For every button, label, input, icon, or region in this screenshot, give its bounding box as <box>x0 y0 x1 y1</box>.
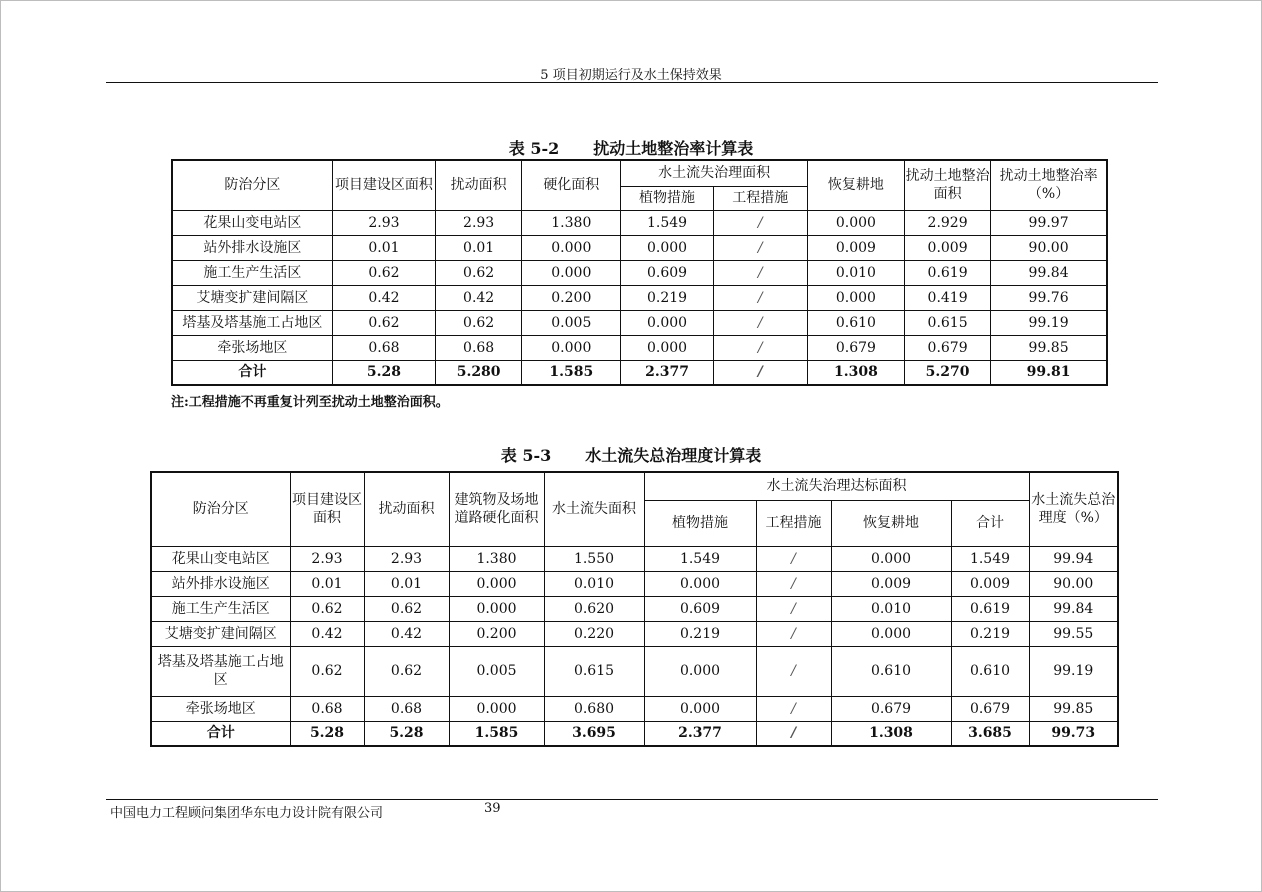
value-cell: / <box>756 571 831 596</box>
table1-caption <box>0 136 1262 159</box>
zone-cell: 站外排水设施区 <box>151 571 290 596</box>
table-row <box>172 235 1107 260</box>
value-cell: 99.84 <box>1029 596 1118 621</box>
value-cell: 0.679 <box>831 696 951 721</box>
t1-header-project-area: 项目建设区面积 <box>332 160 435 210</box>
t2-header-up-to-std-group: 水土流失治理达标面积 <box>644 472 1029 500</box>
zone-cell: 牵张场地区 <box>151 696 290 721</box>
value-cell: / <box>713 335 807 360</box>
table-row <box>151 696 1118 721</box>
value-cell: 0.000 <box>449 696 544 721</box>
zone-cell: 施工生产生活区 <box>172 260 332 285</box>
t2-header-engineering: 工程措施 <box>756 500 831 546</box>
value-cell: 2.93 <box>436 210 522 235</box>
value-cell: 0.679 <box>951 696 1029 721</box>
value-cell: 0.615 <box>544 646 644 696</box>
value-cell: 3.685 <box>951 721 1029 746</box>
t1-header-plant: 植物措施 <box>621 186 713 210</box>
footer-company: 中国电力工程顾问集团华东电力设计院有限公司 <box>110 806 384 821</box>
value-cell: 0.679 <box>905 335 991 360</box>
value-cell: 0.42 <box>332 285 435 310</box>
value-cell: / <box>756 596 831 621</box>
t1-header-disturbed: 扰动面积 <box>436 160 522 210</box>
value-cell: 0.609 <box>644 596 756 621</box>
value-cell: 0.62 <box>364 596 449 621</box>
value-cell: 1.308 <box>831 721 951 746</box>
value-cell: 0.009 <box>807 235 904 260</box>
value-cell: 1.380 <box>522 210 621 235</box>
value-cell: 0.220 <box>544 621 644 646</box>
table-row <box>172 335 1107 360</box>
value-cell: 1.585 <box>449 721 544 746</box>
value-cell: / <box>713 210 807 235</box>
table-row <box>151 721 1118 746</box>
value-cell: 0.000 <box>831 621 951 646</box>
table-row <box>151 646 1118 696</box>
header-rule <box>106 82 1158 83</box>
value-cell: 0.610 <box>807 310 904 335</box>
value-cell: / <box>713 310 807 335</box>
value-cell: 99.19 <box>1029 646 1118 696</box>
value-cell: 1.549 <box>951 546 1029 571</box>
value-cell: 0.619 <box>951 596 1029 621</box>
value-cell: 2.929 <box>905 210 991 235</box>
table-row <box>172 285 1107 310</box>
value-cell: 0.620 <box>544 596 644 621</box>
table-row <box>151 546 1118 571</box>
table2-caption-number: 表 5-3 <box>500 446 552 465</box>
value-cell: 0.610 <box>831 646 951 696</box>
zone-cell: 花果山变电站区 <box>172 210 332 235</box>
value-cell: 90.00 <box>1029 571 1118 596</box>
value-cell: 2.377 <box>621 360 713 385</box>
zone-cell: 牵张场地区 <box>172 335 332 360</box>
value-cell: 1.585 <box>522 360 621 385</box>
zone-cell: 艾塘变扩建间隔区 <box>172 285 332 310</box>
t1-header-hardened: 硬化面积 <box>522 160 621 210</box>
value-cell: 0.009 <box>831 571 951 596</box>
value-cell: 99.55 <box>1029 621 1118 646</box>
value-cell: / <box>756 646 831 696</box>
value-cell: 0.62 <box>364 646 449 696</box>
value-cell: 0.000 <box>644 571 756 596</box>
value-cell: 0.010 <box>544 571 644 596</box>
value-cell: 0.610 <box>951 646 1029 696</box>
value-cell: 0.000 <box>621 335 713 360</box>
value-cell: 0.000 <box>807 210 904 235</box>
value-cell: 0.42 <box>436 285 522 310</box>
value-cell: 0.000 <box>621 310 713 335</box>
value-cell: 0.68 <box>290 696 364 721</box>
t2-header-erosion-area: 水土流失面积 <box>544 472 644 546</box>
table-row <box>172 210 1107 235</box>
value-cell: 0.68 <box>364 696 449 721</box>
value-cell: / <box>756 721 831 746</box>
value-cell: / <box>713 285 807 310</box>
value-cell: 0.01 <box>436 235 522 260</box>
value-cell: / <box>756 696 831 721</box>
value-cell: 0.200 <box>449 621 544 646</box>
footer-rule <box>106 799 1158 800</box>
value-cell: 99.19 <box>991 310 1107 335</box>
t1-header-zone: 防治分区 <box>172 160 332 210</box>
value-cell: 99.84 <box>991 260 1107 285</box>
value-cell: 0.42 <box>290 621 364 646</box>
zone-cell: 艾塘变扩建间隔区 <box>151 621 290 646</box>
t2-header-farmland: 恢复耕地 <box>831 500 951 546</box>
t1-header-erosion-group: 水土流失治理面积 <box>621 160 807 186</box>
value-cell: 3.695 <box>544 721 644 746</box>
value-cell: 99.94 <box>1029 546 1118 571</box>
value-cell: 2.93 <box>364 546 449 571</box>
table1-caption-number: 表 5-2 <box>508 139 560 158</box>
value-cell: / <box>713 360 807 385</box>
zone-cell: 站外排水设施区 <box>172 235 332 260</box>
table2-caption <box>0 443 1262 466</box>
value-cell: 0.009 <box>951 571 1029 596</box>
value-cell: 0.68 <box>436 335 522 360</box>
value-cell: 0.219 <box>951 621 1029 646</box>
value-cell: 1.550 <box>544 546 644 571</box>
value-cell: 0.000 <box>831 546 951 571</box>
zone-cell: 花果山变电站区 <box>151 546 290 571</box>
value-cell: 0.619 <box>905 260 991 285</box>
value-cell: 5.28 <box>332 360 435 385</box>
value-cell: 0.000 <box>449 596 544 621</box>
value-cell: 0.009 <box>905 235 991 260</box>
value-cell: 0.000 <box>522 335 621 360</box>
value-cell: 5.28 <box>364 721 449 746</box>
running-header: 5 项目初期运行及水土保持效果 <box>540 68 722 83</box>
t1-header-rate: 扰动土地整治率（%） <box>991 160 1107 210</box>
table-row <box>151 596 1118 621</box>
zone-cell: 塔基及塔基施工占地区 <box>151 646 290 696</box>
value-cell: 0.62 <box>436 310 522 335</box>
value-cell: 1.380 <box>449 546 544 571</box>
value-cell: 0.01 <box>364 571 449 596</box>
footer-page-number: 39 <box>484 801 501 816</box>
value-cell: 0.680 <box>544 696 644 721</box>
value-cell: 0.219 <box>621 285 713 310</box>
value-cell: 90.00 <box>991 235 1107 260</box>
value-cell: / <box>713 235 807 260</box>
table-row <box>151 571 1118 596</box>
value-cell: 99.76 <box>991 285 1107 310</box>
value-cell: 0.219 <box>644 621 756 646</box>
value-cell: 0.62 <box>332 260 435 285</box>
value-cell: 5.270 <box>905 360 991 385</box>
t2-header-disturbed: 扰动面积 <box>364 472 449 546</box>
table1-caption-title: 扰动土地整治率计算表 <box>593 139 754 158</box>
value-cell: 0.010 <box>831 596 951 621</box>
value-cell: 0.609 <box>621 260 713 285</box>
table-row <box>172 310 1107 335</box>
value-cell: 0.000 <box>522 235 621 260</box>
t1-header-engineering: 工程措施 <box>713 186 807 210</box>
value-cell: 5.28 <box>290 721 364 746</box>
t2-header-hardened: 建筑物及场地道路硬化面积 <box>449 472 544 546</box>
value-cell: 0.679 <box>807 335 904 360</box>
value-cell: 0.200 <box>522 285 621 310</box>
value-cell: 99.85 <box>991 335 1107 360</box>
table1-note: 注:工程措施不再重复计列至扰动土地整治面积。 <box>171 395 449 410</box>
zone-cell: 塔基及塔基施工占地区 <box>172 310 332 335</box>
value-cell: 0.419 <box>905 285 991 310</box>
value-cell: 0.62 <box>332 310 435 335</box>
value-cell: 0.005 <box>522 310 621 335</box>
value-cell: 2.93 <box>332 210 435 235</box>
t2-header-degree: 水土流失总治理度（%） <box>1029 472 1118 546</box>
zone-cell: 合计 <box>172 360 332 385</box>
value-cell: 0.000 <box>644 696 756 721</box>
zone-cell: 施工生产生活区 <box>151 596 290 621</box>
value-cell: 5.280 <box>436 360 522 385</box>
value-cell: 0.000 <box>522 260 621 285</box>
t1-header-rehab-area: 扰动土地整治面积 <box>905 160 991 210</box>
value-cell: 1.549 <box>621 210 713 235</box>
zone-cell: 合计 <box>151 721 290 746</box>
value-cell: 99.85 <box>1029 696 1118 721</box>
value-cell: 1.549 <box>644 546 756 571</box>
table2-caption-title: 水土流失总治理度计算表 <box>585 446 762 465</box>
value-cell: 0.01 <box>290 571 364 596</box>
value-cell: 0.000 <box>449 571 544 596</box>
value-cell: 2.93 <box>290 546 364 571</box>
table2-erosion-control <box>150 471 1119 747</box>
value-cell: 99.81 <box>991 360 1107 385</box>
t2-header-project-area: 项目建设区面积 <box>290 472 364 546</box>
value-cell: 0.62 <box>436 260 522 285</box>
value-cell: 0.000 <box>807 285 904 310</box>
table1-rehab-rate <box>171 159 1108 386</box>
value-cell: 1.308 <box>807 360 904 385</box>
value-cell: 0.000 <box>644 646 756 696</box>
t2-header-subtotal: 合计 <box>951 500 1029 546</box>
value-cell: 99.73 <box>1029 721 1118 746</box>
value-cell: 0.615 <box>905 310 991 335</box>
value-cell: 0.68 <box>332 335 435 360</box>
t2-header-plant: 植物措施 <box>644 500 756 546</box>
value-cell: / <box>756 621 831 646</box>
table-row <box>172 260 1107 285</box>
value-cell: 2.377 <box>644 721 756 746</box>
t2-header-zone: 防治分区 <box>151 472 290 546</box>
value-cell: 0.01 <box>332 235 435 260</box>
value-cell: 0.010 <box>807 260 904 285</box>
value-cell: 99.97 <box>991 210 1107 235</box>
value-cell: 0.005 <box>449 646 544 696</box>
value-cell: 0.62 <box>290 596 364 621</box>
table-row <box>151 621 1118 646</box>
value-cell: / <box>713 260 807 285</box>
value-cell: 0.62 <box>290 646 364 696</box>
value-cell: 0.42 <box>364 621 449 646</box>
t1-header-farmland: 恢复耕地 <box>807 160 904 210</box>
value-cell: 0.000 <box>621 235 713 260</box>
value-cell: / <box>756 546 831 571</box>
table-row <box>172 360 1107 385</box>
